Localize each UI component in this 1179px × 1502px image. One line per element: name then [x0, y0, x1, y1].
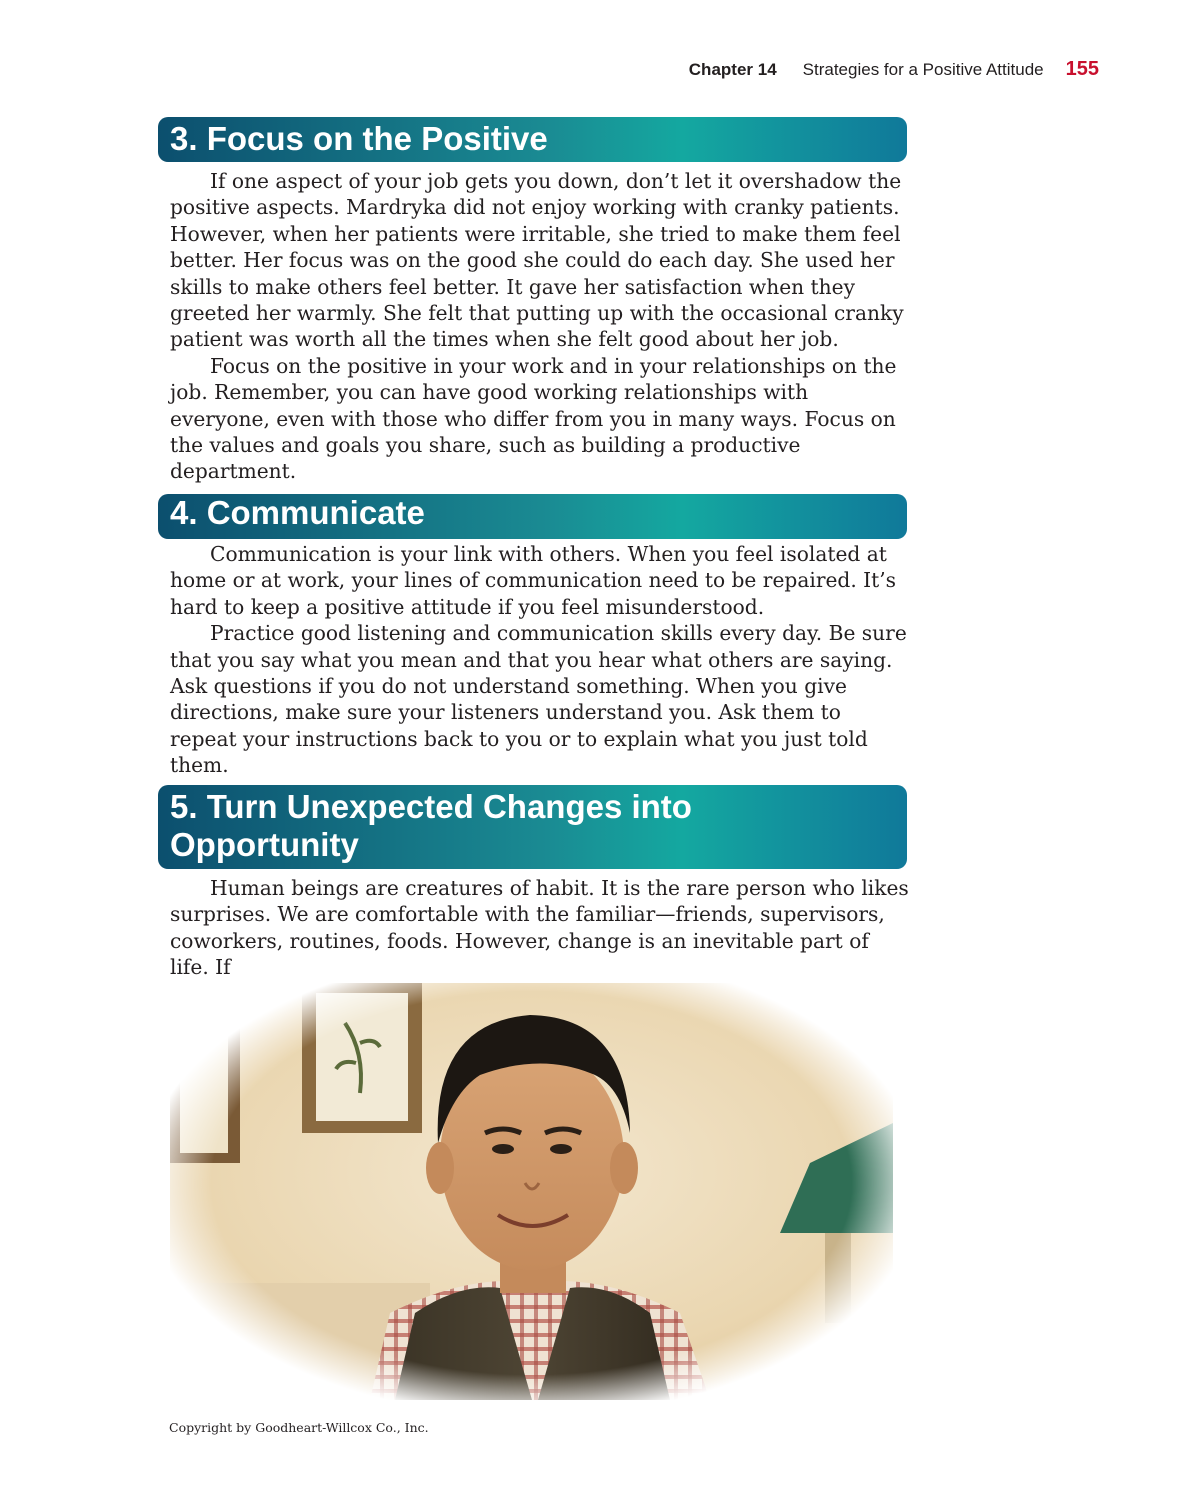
section-heading-unexpected-changes — [158, 785, 907, 869]
paragraph: Focus on the positive in your work and in your relationships on the job. Remember, you can have good working relationships with everyone, even with those who differ from you in many ways. Focus on the values and goals you share, such as building a productive department. — [170, 353, 897, 484]
paragraph: Practice good listening and communication skills every day. Be sure that you say what you mean and that you hear what others are saying. Ask questions if you do not understand something. When you give directions, make sure your listeners understand you. Ask them to repeat your instructions back to you or to explain what you just told them. — [170, 621, 907, 778]
section-body-unexpected-changes — [170, 875, 910, 981]
section-body-focus-positive — [170, 168, 910, 485]
chapter-label: Chapter 14 — [688, 60, 777, 79]
running-head — [689, 58, 1099, 81]
heading-line: 5. Turn Unexpected Changes into — [170, 788, 692, 825]
section-body-communicate — [170, 541, 910, 779]
chapter-title: Strategies for a Positive Attitude — [802, 60, 1044, 79]
copyright-notice: Copyright by Goodheart-Willcox Co., Inc. — [169, 1420, 429, 1435]
paragraph: Human beings are creatures of habit. It is the rare person who likes surprises. We are comfortable with the familiar—friends, supervisors, coworkers, routines, foods. However, change is an inevitable part of life. If — [170, 876, 909, 980]
smiling-man-photo — [170, 983, 893, 1400]
paragraph: If one aspect of your job gets you down, don’t let it overshadow the positive aspects. Mardryka did not enjoy working with cranky patients. However, when her patients were irritable, she tried to make them feel better. Her focus was on the good she could do each day. She used her skills to make others feel better. It gave her satisfaction when they greeted her warmly. She felt that putting up with the occasional cranky patient was worth all the times when she felt good about her job. — [170, 169, 904, 352]
paragraph: Communication is your link with others. When you feel isolated at home or at work, your lines of communication need to be repaired. It’s hard to keep a positive attitude if you feel misunderstood. — [170, 542, 897, 619]
page-number: 155 — [1065, 58, 1099, 80]
heading-line: Opportunity — [170, 826, 359, 863]
section-heading-focus-positive: 3. Focus on the Positive — [158, 117, 907, 162]
section-heading-communicate: 4. Communicate — [158, 494, 907, 539]
